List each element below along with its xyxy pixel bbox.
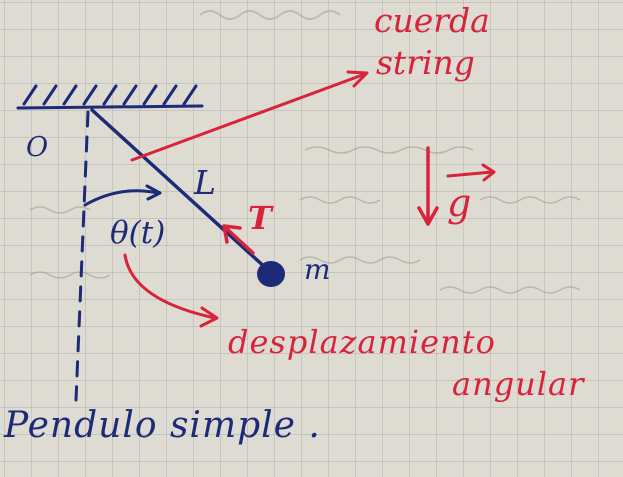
pendulum-bob [257,261,285,287]
angle-label: θ(t) [110,215,166,251]
mass-label: m [304,253,331,286]
desplazamiento-label: desplazamiento [228,323,496,361]
angular-label: angular [452,365,585,403]
origin-label: O [26,132,49,163]
tension-label: T [248,199,272,237]
cuerda-label: cuerda [374,1,490,40]
gravity-label: g [447,181,472,225]
string-label: string [376,43,475,82]
ceiling-line [18,106,202,108]
caption-title: Pendulo simple . [4,405,321,446]
length-label: L [194,163,216,202]
